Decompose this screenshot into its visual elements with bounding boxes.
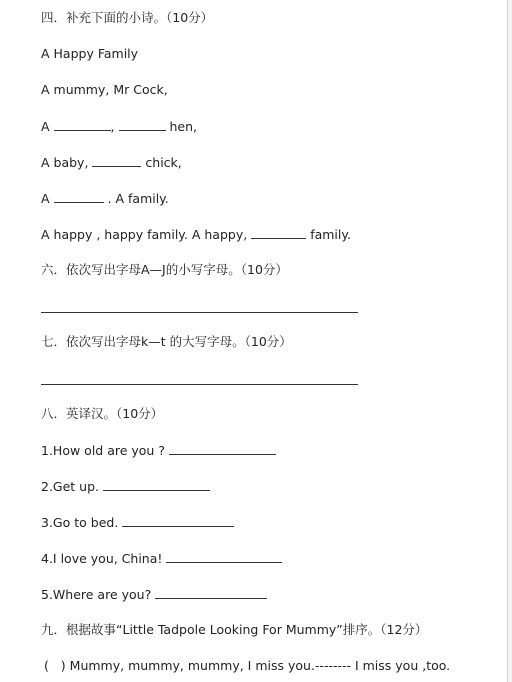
poem-blank-2[interactable] [119, 118, 166, 131]
poem-title: A Happy Family [41, 46, 139, 61]
translation-item-1 [41, 442, 276, 459]
answer-line-seven[interactable] [41, 384, 358, 385]
poem-line-2-separator: , [110, 119, 115, 134]
poem-line-4-end: . A family. [107, 191, 169, 206]
ordering-item-1 [44, 658, 450, 674]
poem-line-5-start: A happy , happy family. A happy, [41, 227, 248, 242]
answer-line-six[interactable] [41, 312, 358, 313]
translation-item-5 [41, 586, 267, 603]
poem-blank-3[interactable] [92, 154, 141, 167]
poem-line-5 [41, 226, 351, 243]
translation-text: 1.How old are you ? [41, 443, 165, 458]
poem-line-2-end: hen, [169, 119, 198, 134]
poem-line-2 [41, 118, 197, 135]
poem-blank-4[interactable] [54, 190, 104, 203]
section-six-title: 六．依次写出字母A—J的小写字母。（10分） [41, 262, 288, 277]
translation-blank-4[interactable] [166, 550, 282, 563]
poem-line-3 [41, 154, 182, 171]
ordering-bracket[interactable]: ( ) [44, 658, 66, 673]
poem-line-3-start: A baby, [41, 155, 89, 170]
poem-line-3-end: chick, [145, 155, 182, 170]
translation-blank-5[interactable] [155, 586, 267, 599]
ordering-text: Mummy, mummy, mummy, I miss you.-------- I miss you ,too. [69, 658, 451, 673]
section-seven-title: 七．依次写出字母k—t 的大写字母。（10分） [41, 334, 292, 349]
poem-line-1: A mummy, Mr Cock, [41, 82, 168, 97]
translation-item-4 [41, 550, 282, 567]
section-eight-title: 八．英译汉。（10分） [41, 406, 164, 421]
translation-text: 2.Get up. [41, 479, 100, 494]
translation-item-3 [41, 514, 234, 531]
translation-item-2 [41, 478, 210, 495]
translation-text: 5.Where are you? [41, 587, 152, 602]
page-edge [507, 0, 512, 682]
translation-blank-2[interactable] [103, 478, 210, 491]
translation-text: 3.Go to bed. [41, 515, 119, 530]
poem-blank-1[interactable] [54, 118, 111, 131]
poem-blank-5[interactable] [251, 226, 306, 239]
poem-line-2-start: A [41, 119, 50, 134]
section-four-title: 四．补充下面的小诗。（10分） [41, 10, 214, 25]
section-nine-title: 九．根据故事“Little Tadpole Looking For Mummy”排序。（12分） [41, 622, 428, 637]
translation-blank-1[interactable] [169, 442, 276, 455]
poem-line-5-end: family. [310, 227, 351, 242]
translation-blank-3[interactable] [122, 514, 234, 527]
poem-line-4 [41, 190, 169, 207]
translation-text: 4.I love you, China! [41, 551, 163, 566]
poem-line-4-start: A [41, 191, 50, 206]
